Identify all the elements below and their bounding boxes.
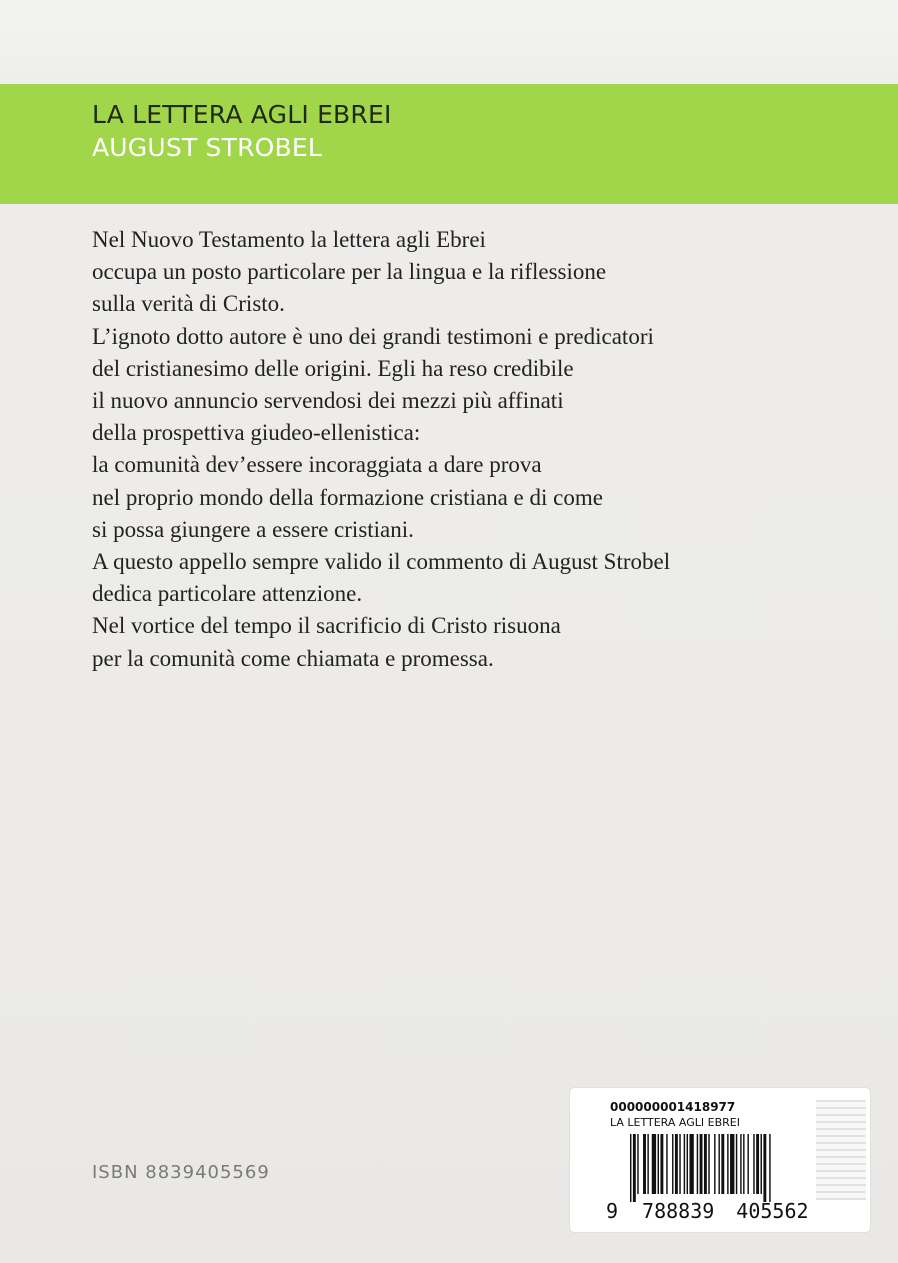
barcode-bar bbox=[727, 1134, 728, 1194]
blurb-line: Nel Nuovo Testamento la lettera agli Ebrei bbox=[92, 227, 486, 252]
top-margin bbox=[0, 0, 898, 84]
barcode-bar bbox=[672, 1134, 673, 1194]
book-author: AUGUST STROBEL bbox=[92, 133, 323, 162]
barcode-bars bbox=[630, 1134, 840, 1202]
barcode-bar bbox=[675, 1134, 678, 1194]
barcode-bar bbox=[740, 1134, 741, 1194]
barcode-bar bbox=[700, 1134, 703, 1194]
barcode-prefix-digit: 9 bbox=[606, 1199, 619, 1223]
barcode-bar bbox=[684, 1134, 685, 1194]
blurb-line: nel proprio mondo della formazione cristiana e di come bbox=[92, 484, 603, 510]
barcode-bar bbox=[743, 1134, 744, 1194]
blurb-text bbox=[92, 224, 792, 675]
barcode-digits bbox=[606, 1199, 809, 1223]
blurb-line: dedica particolare attenzione. bbox=[92, 581, 363, 607]
blurb-line: A questo appello sempre valido il commento di August Strobel bbox=[92, 549, 671, 575]
barcode-bar bbox=[658, 1134, 659, 1194]
blurb-line: occupa un posto particolare per la lingua e la riflessione bbox=[92, 259, 607, 285]
barcode-bar bbox=[679, 1134, 680, 1194]
barcode-bar bbox=[633, 1134, 636, 1202]
barcode-bar bbox=[753, 1134, 754, 1194]
barcode-bar bbox=[763, 1134, 766, 1202]
barcode-bar bbox=[697, 1134, 698, 1194]
barcode-bar bbox=[689, 1134, 693, 1194]
barcode-item-code: 000000001418977 bbox=[610, 1100, 736, 1114]
barcode-bar bbox=[652, 1134, 656, 1194]
book-title: LA LETTERA AGLI EBREI bbox=[92, 100, 392, 129]
barcode-right-digits: 405562 bbox=[736, 1199, 809, 1223]
barcode-bar bbox=[687, 1134, 688, 1194]
barcode-bar bbox=[761, 1134, 762, 1194]
blurb-line: L’ignoto dotto autore è uno dei grandi testimoni e predicatori bbox=[92, 323, 654, 349]
blurb-line: il nuovo annuncio servendosi dei mezzi più affinati bbox=[92, 388, 564, 414]
barcode-bar bbox=[769, 1134, 770, 1202]
barcode-bar bbox=[756, 1134, 759, 1194]
blurb-line: Nel vortice del tempo il sacrificio di Cristo risuona bbox=[92, 613, 561, 639]
blurb-line: della prospettiva giudeo-ellenistica: bbox=[92, 420, 421, 446]
blurb-line: la comunità dev’essere incoraggiata a dare prova bbox=[92, 452, 542, 478]
barcode-bar bbox=[721, 1134, 724, 1194]
barcode-left-digits: 788839 bbox=[642, 1199, 715, 1223]
barcode-bar bbox=[704, 1134, 707, 1194]
barcode-bar bbox=[736, 1134, 737, 1194]
barcode-sticker bbox=[570, 1088, 870, 1232]
blurb-line: sulla verità di Cristo. bbox=[92, 291, 285, 317]
barcode-bar bbox=[647, 1134, 648, 1194]
barcode-title-label: LA LETTERA AGLI EBREI bbox=[610, 1116, 740, 1129]
barcode-bar bbox=[730, 1134, 734, 1194]
barcode-bar bbox=[714, 1134, 715, 1194]
blurb-line: per la comunità come chiamata e promessa. bbox=[92, 645, 494, 671]
barcode-bar bbox=[666, 1134, 667, 1194]
blurb-line: si possa giungere a essere cristiani. bbox=[92, 516, 414, 542]
barcode-bar bbox=[747, 1134, 748, 1194]
barcode-bar bbox=[660, 1134, 663, 1194]
barcode-bar bbox=[630, 1134, 631, 1202]
barcode-bar bbox=[643, 1134, 646, 1194]
barcode-bar bbox=[637, 1134, 638, 1194]
blurb-line: del cristianesimo delle origini. Egli ha reso credibile bbox=[92, 355, 574, 381]
isbn-number: ISBN 8839405569 bbox=[92, 1162, 270, 1183]
barcode-bar bbox=[718, 1134, 719, 1194]
barcode-bar bbox=[708, 1134, 709, 1194]
